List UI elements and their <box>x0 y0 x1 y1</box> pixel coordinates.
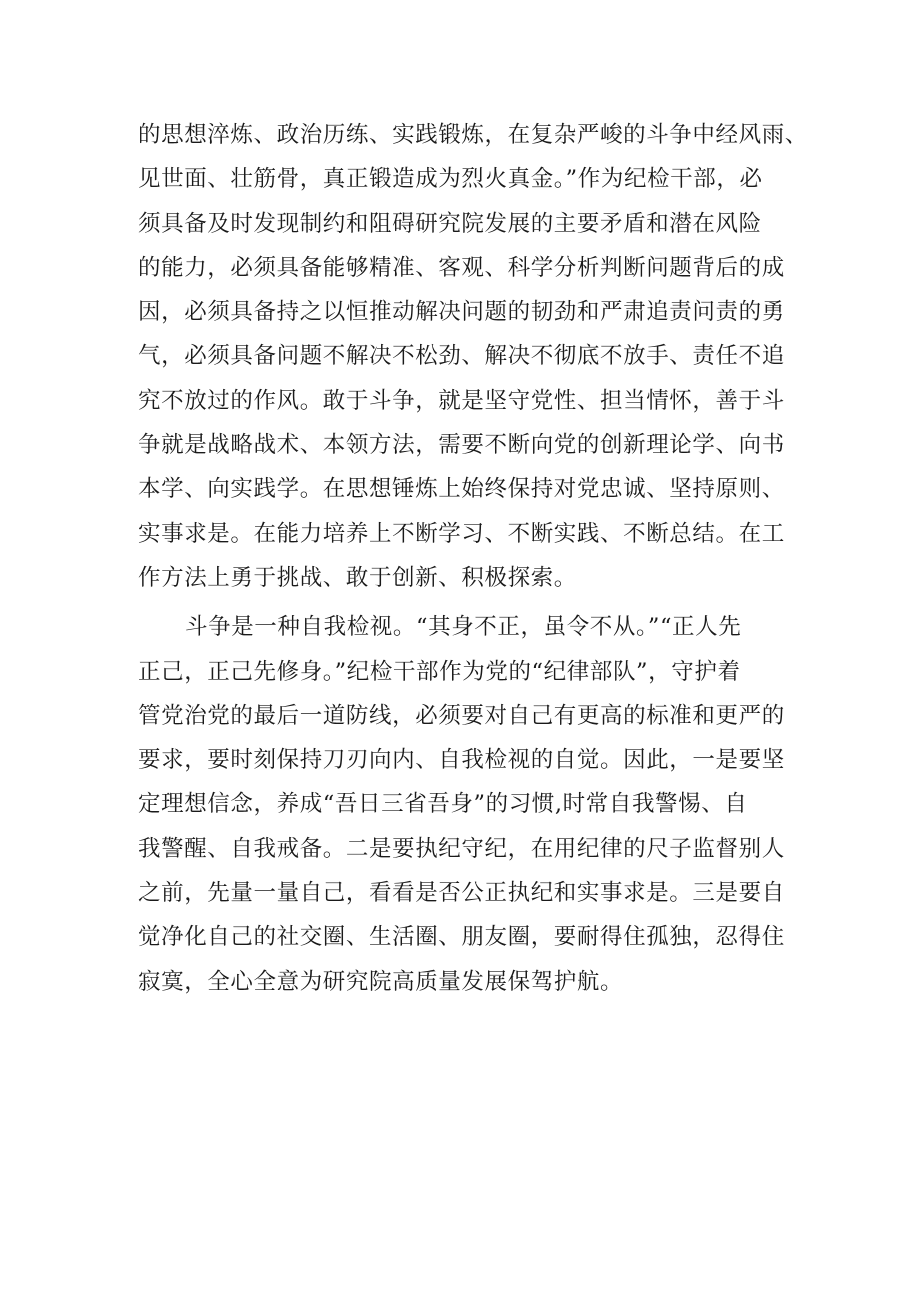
paragraph-line: 因，必须具备持之以恒推动解决问题的韧劲和严肃追责问责的勇 <box>138 299 785 326</box>
paragraph-line: 气，必须具备问题不解决不松劲、解决不彻底不放手、责任不追 <box>138 343 785 370</box>
paragraph-line: 作方法上勇于挑战、敢于创新、积极探索。 <box>138 564 577 591</box>
paragraph-line: 要求，要时刻保持刀刃向内、自我检视的自觉。因此，一是要坚 <box>138 747 785 774</box>
paragraph-line: 觉净化自己的社交圈、生活圈、朋友圈，要耐得住孤独，忍得住 <box>138 924 785 951</box>
paragraph-line: 定理想信念，养成“吾日三省吾身”的习惯,时常自我警惕、自 <box>138 791 748 818</box>
paragraph-line: 究不放过的作风。敢于斗争，就是坚守党性、担当情怀，善于斗 <box>138 387 785 414</box>
paragraph-line: 管党治党的最后一道防线，必须要对自己有更高的标准和更严的 <box>138 702 785 729</box>
paragraph-line: 寂寞，全心全意为研究院高质量发展保驾护航。 <box>138 968 624 995</box>
document-body <box>138 113 818 1004</box>
paragraph-2 <box>138 605 818 1004</box>
paragraph-line: 本学、向实践学。在思想锤炼上始终保持对党忠诚、坚持原则、 <box>138 476 785 503</box>
paragraph-line: 争就是战略战术、本领方法，需要不断向党的创新理论学、向书 <box>138 432 785 459</box>
paragraph-line: 见世面、壮筋骨，真正锻造成为烈火真金。”作为纪检干部，必 <box>138 166 763 193</box>
paragraph-line: 须具备及时发现制约和阻碍研究院发展的主要矛盾和潜在风险 <box>138 210 762 237</box>
paragraph-line: 正己，正己先修身。”纪检干部作为党的“纪律部队”，守护着 <box>138 658 741 685</box>
paragraph-1 <box>138 113 818 600</box>
paragraph-line: 实事求是。在能力培养上不断学习、不断实践、不断总结。在工 <box>138 520 785 547</box>
paragraph-line: 我警醒、自我戒备。二是要执纪守纪，在用纪律的尺子监督别人 <box>138 835 785 862</box>
paragraph-line: 之前，先量一量自己，看看是否公正执纪和实事求是。三是要自 <box>138 880 785 907</box>
paragraph-line: 的思想淬炼、政治历练、实践锻炼，在复杂严峻的斗争中经风雨、 <box>138 122 808 148</box>
paragraph-line: 的能力，必须具备能够精准、客观、科学分析判断问题背后的成 <box>138 254 785 281</box>
paragraph-first-line: 斗争是一种自我检视。“其身不正，虽令不从。”“正人先 <box>185 614 742 641</box>
